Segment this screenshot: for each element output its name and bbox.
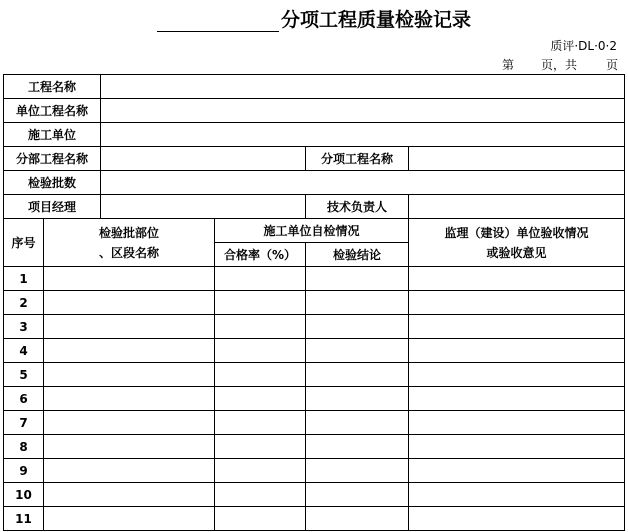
table-row bbox=[4, 315, 625, 339]
seq-cell: 2 bbox=[4, 291, 44, 315]
location-header-line1: 检验批部位 bbox=[99, 225, 160, 240]
form-title bbox=[0, 5, 628, 32]
table-row bbox=[4, 339, 625, 363]
pass-rate-cell[interactable] bbox=[215, 387, 306, 411]
supervision-cell[interactable] bbox=[409, 459, 625, 483]
conclusion-cell[interactable] bbox=[306, 267, 409, 291]
location-cell[interactable] bbox=[44, 459, 215, 483]
pass-rate-cell[interactable] bbox=[215, 315, 306, 339]
supervision-cell[interactable] bbox=[409, 411, 625, 435]
pass-rate-cell[interactable] bbox=[215, 507, 306, 531]
conclusion-cell[interactable] bbox=[306, 339, 409, 363]
conclusion-cell[interactable] bbox=[306, 363, 409, 387]
conclusion-cell[interactable] bbox=[306, 459, 409, 483]
supervision-header-line1: 监理（建设）单位验收情况 bbox=[444, 225, 589, 240]
pass-rate-cell[interactable] bbox=[215, 291, 306, 315]
seq-cell: 10 bbox=[4, 483, 44, 507]
seq-cell: 1 bbox=[4, 267, 44, 291]
supervision-header-line2: 或验收意见 bbox=[486, 245, 547, 260]
seq-cell: 7 bbox=[4, 411, 44, 435]
table-row bbox=[4, 363, 625, 387]
construction-unit-value[interactable] bbox=[101, 123, 625, 147]
location-cell[interactable] bbox=[44, 483, 215, 507]
table-row bbox=[4, 291, 625, 315]
batch-count-label: 检验批数 bbox=[4, 171, 101, 195]
project-manager-value[interactable] bbox=[101, 195, 306, 219]
supervision-cell[interactable] bbox=[409, 291, 625, 315]
pass-rate-cell[interactable] bbox=[215, 339, 306, 363]
project-name-value[interactable] bbox=[101, 75, 625, 99]
data-rows bbox=[4, 267, 625, 531]
supervision-cell[interactable] bbox=[409, 435, 625, 459]
supervision-header bbox=[409, 219, 625, 267]
division-project-name-value[interactable] bbox=[101, 147, 306, 171]
location-cell[interactable] bbox=[44, 435, 215, 459]
row-division-project bbox=[4, 147, 625, 171]
conclusion-cell[interactable] bbox=[306, 507, 409, 531]
row-project-name bbox=[4, 75, 625, 99]
table-row bbox=[4, 411, 625, 435]
seq-cell: 5 bbox=[4, 363, 44, 387]
row-batch-count bbox=[4, 171, 625, 195]
supervision-cell[interactable] bbox=[409, 339, 625, 363]
location-cell[interactable] bbox=[44, 291, 215, 315]
construction-unit-label: 施工单位 bbox=[4, 123, 101, 147]
seq-header: 序号 bbox=[4, 219, 44, 267]
seq-cell: 3 bbox=[4, 315, 44, 339]
pass-rate-header: 合格率（%） bbox=[215, 243, 306, 267]
conclusion-cell[interactable] bbox=[306, 411, 409, 435]
page-ye-label: 页 bbox=[606, 58, 619, 72]
supervision-cell[interactable] bbox=[409, 315, 625, 339]
table-row bbox=[4, 459, 625, 483]
tech-leader-value[interactable] bbox=[409, 195, 625, 219]
location-cell[interactable] bbox=[44, 363, 215, 387]
subitem-project-name-label: 分项工程名称 bbox=[306, 147, 409, 171]
table-row bbox=[4, 387, 625, 411]
supervision-cell[interactable] bbox=[409, 267, 625, 291]
pass-rate-cell[interactable] bbox=[215, 363, 306, 387]
conclusion-cell[interactable] bbox=[306, 291, 409, 315]
page-ye-gong-label: 页，共 bbox=[541, 58, 578, 72]
title-blank-line[interactable] bbox=[157, 13, 279, 32]
pass-rate-cell[interactable] bbox=[215, 435, 306, 459]
seq-cell: 6 bbox=[4, 387, 44, 411]
title-text: 分项工程质量检验记录 bbox=[280, 9, 471, 31]
row-project-manager bbox=[4, 195, 625, 219]
table-row bbox=[4, 435, 625, 459]
seq-cell: 11 bbox=[4, 507, 44, 531]
conclusion-cell[interactable] bbox=[306, 387, 409, 411]
pass-rate-cell[interactable] bbox=[215, 483, 306, 507]
location-cell[interactable] bbox=[44, 267, 215, 291]
row-construction-unit bbox=[4, 123, 625, 147]
supervision-cell[interactable] bbox=[409, 387, 625, 411]
location-cell[interactable] bbox=[44, 411, 215, 435]
pass-rate-cell[interactable] bbox=[215, 411, 306, 435]
form-code: 质评·DL·0·2 bbox=[550, 39, 617, 53]
division-project-name-label: 分部工程名称 bbox=[4, 147, 101, 171]
location-header bbox=[44, 219, 215, 267]
inspection-form-table bbox=[3, 74, 625, 531]
tech-leader-label: 技术负责人 bbox=[306, 195, 409, 219]
pass-rate-cell[interactable] bbox=[215, 267, 306, 291]
table-row bbox=[4, 483, 625, 507]
table-row bbox=[4, 267, 625, 291]
self-check-header: 施工单位自检情况 bbox=[215, 219, 409, 243]
page-di-label: 第 bbox=[502, 58, 515, 72]
batch-count-value[interactable] bbox=[101, 171, 625, 195]
row-unit-project-name bbox=[4, 99, 625, 123]
subitem-project-name-value[interactable] bbox=[409, 147, 625, 171]
seq-cell: 8 bbox=[4, 435, 44, 459]
conclusion-cell[interactable] bbox=[306, 435, 409, 459]
conclusion-cell[interactable] bbox=[306, 483, 409, 507]
table-row bbox=[4, 507, 625, 531]
pass-rate-cell[interactable] bbox=[215, 459, 306, 483]
project-name-label: 工程名称 bbox=[4, 75, 101, 99]
unit-project-name-label: 单位工程名称 bbox=[4, 99, 101, 123]
project-manager-label: 项目经理 bbox=[4, 195, 101, 219]
location-header-line2: 、区段名称 bbox=[99, 245, 160, 260]
seq-cell: 4 bbox=[4, 339, 44, 363]
location-cell[interactable] bbox=[44, 387, 215, 411]
conclusion-cell[interactable] bbox=[306, 315, 409, 339]
location-cell[interactable] bbox=[44, 339, 215, 363]
conclusion-header: 检验结论 bbox=[306, 243, 409, 267]
location-cell[interactable] bbox=[44, 507, 215, 531]
location-cell[interactable] bbox=[44, 315, 215, 339]
supervision-cell[interactable] bbox=[409, 363, 625, 387]
supervision-cell[interactable] bbox=[409, 483, 625, 507]
seq-cell: 9 bbox=[4, 459, 44, 483]
header-row-1 bbox=[4, 219, 625, 243]
unit-project-name-value[interactable] bbox=[101, 99, 625, 123]
supervision-cell[interactable] bbox=[409, 507, 625, 531]
